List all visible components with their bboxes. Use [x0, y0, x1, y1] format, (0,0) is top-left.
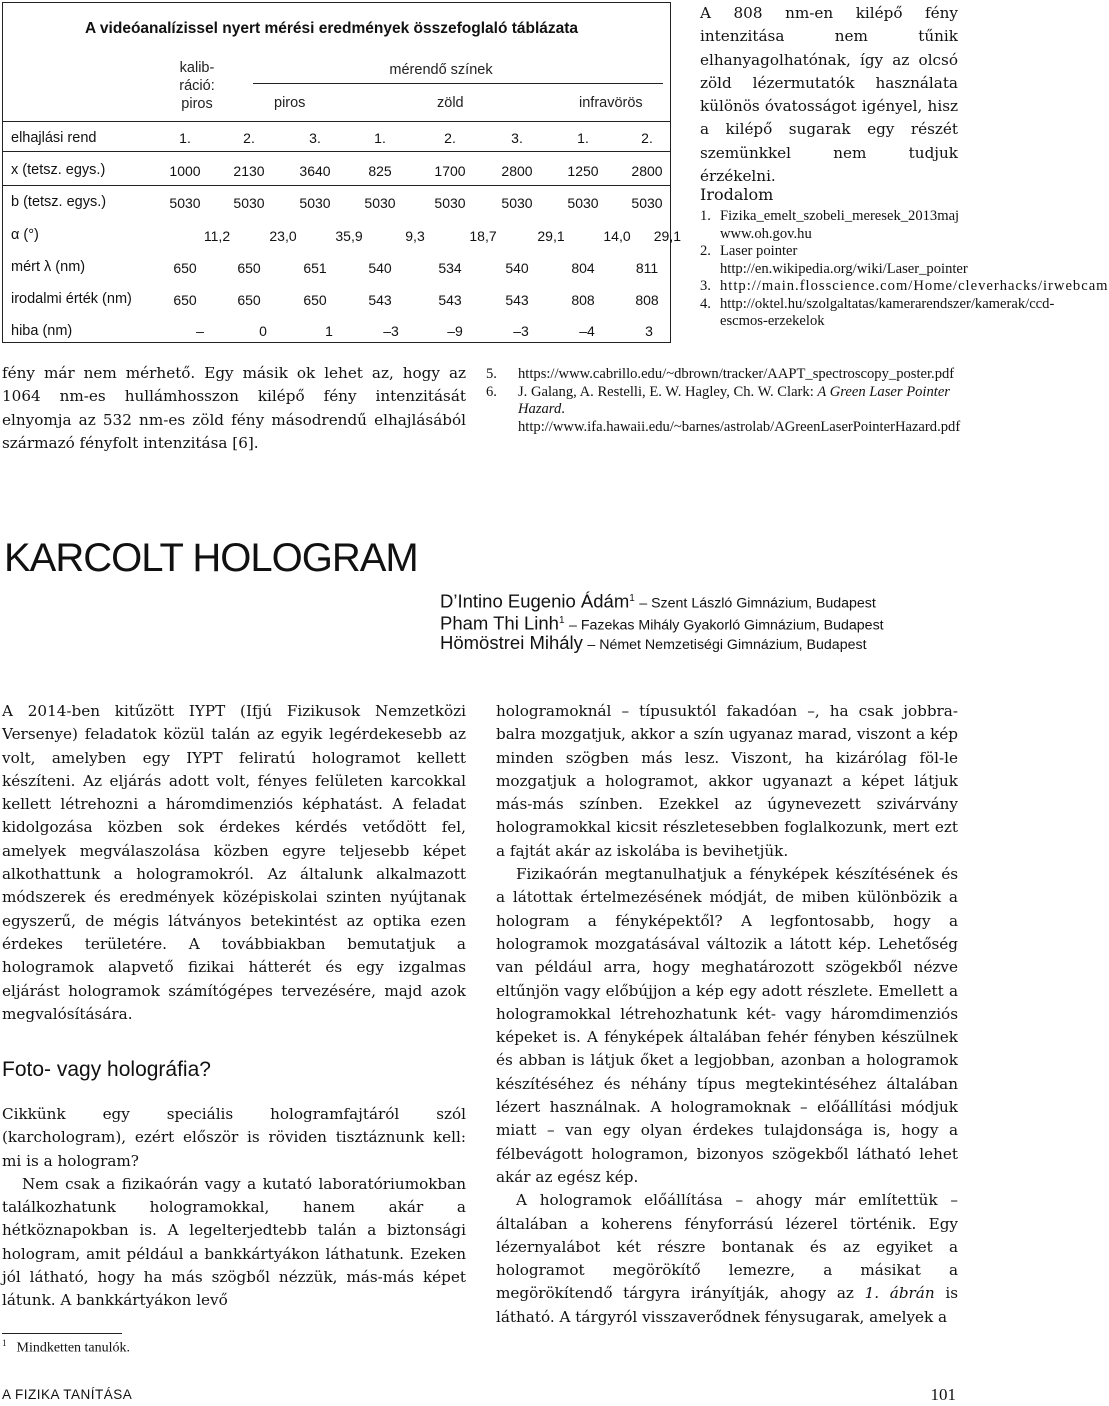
reference-link[interactable]: http://oktel.hu/szolgaltatas/kamerarendszer/kamerak/ccd-escmos-erzekelok: [720, 295, 1055, 329]
table-cell: 3.: [309, 130, 321, 146]
table-cell: 5030: [364, 195, 396, 211]
table-cell: 11,2: [203, 228, 231, 244]
table-cell: 5030: [567, 195, 599, 211]
reference-link[interactable]: Fizika_emelt_szobeli_meresek_2013maj www.oh.gov.hu: [720, 208, 960, 242]
author-list: [440, 588, 960, 654]
row-rule: [3, 151, 670, 152]
paragraph: A 2014-ben kitűzött IYPT (Ifjú Fizikusok Nemzetközi Versenye) feladatok közül talán az egyik legérdekesebb az volt, amelyben egy IYPT feliratú hologramot kellett készíteni. Az eljárás adott volt, fényes felületen karcokkal kellett létrehozni a háromdimenziós képhatást. A feladat kidolgozása közben sok érdekes kérdés vetődött fel, amelyek megválaszolása közben egyre teljesebb képet alkothattunk a hologramokról. Az általunk alkalmazott módszerek és eredmények középiskolai szinten nyújtanak egyszerű, de mégis látványos betekintést az optika ezen érdekes területére. A továbbiakban bemutatjuk a hologramok alapvető fizikai hátterét és egy izgalmas eljárást hologramok számítógépes tervezésére, majd azok megvalósítására.: [2, 702, 466, 1023]
table-cell: 5030: [631, 195, 663, 211]
header-red: piros: [274, 95, 306, 111]
row-label-error: hiba (nm): [11, 323, 73, 339]
author-school: Fazekas Mihály Gyakorló Gimnázium, Budapest: [580, 617, 884, 634]
table-cell: 23,0: [269, 228, 297, 244]
table-cell: 0: [259, 323, 267, 339]
row-label-literature: irodalmi érték (nm): [11, 291, 132, 307]
table-cell: 2.: [243, 130, 255, 146]
footnote: $^1$ Mindketten tanulók.: [2, 1338, 131, 1356]
reference-item: 5. https://www.cabrillo.edu/~dbrown/tracker/AAPT_spectroscopy_poster.pdf: [486, 366, 955, 382]
table-cell: 543: [505, 292, 529, 308]
row-label-b: b (tetsz. egys.): [11, 194, 107, 210]
section-heading: Foto- vagy holográfia?: [2, 1058, 211, 1081]
reference-item: 4. http://oktel.hu/szolgaltatas/kamerarendszer/kamerak/ccd-escmos-erzekelok: [700, 295, 1055, 329]
header-infrared: infravörös: [579, 95, 643, 111]
reference-link[interactable]: http://main.flosscience.com/Home/cleverhacks/irwebcam: [720, 278, 1109, 294]
references-title: Irodalom: [700, 185, 774, 204]
journal-name: A FIZIKA TANÍTÁSA: [2, 1387, 133, 1402]
calibration-header: kalib- ráció: piros: [179, 60, 215, 112]
measured-colors-header: mérendő színek: [389, 62, 493, 78]
article-column-right: [496, 700, 958, 1329]
table-cell: 5030: [233, 195, 265, 211]
table-cell: 543: [368, 292, 392, 308]
table-cell: 29,1: [537, 228, 565, 244]
row-label-measured-lambda: mért λ (nm): [11, 259, 86, 275]
table-cell: 14,0: [603, 228, 631, 244]
table-cell: 650: [237, 292, 261, 308]
table-cell: 35,9: [335, 228, 363, 244]
paragraph: Cikkünk egy speciális hologramfajtáról szól (karchologram), ezért először is röviden tisztáznunk kell: mi is a hologram?: [2, 1105, 466, 1170]
author-line: D’Intino Eugenio Ádám$^1$ – Szent László Gimnázium, Budapest: [440, 590, 876, 612]
author-line: Hömöstrei Mihály – Német Nemzetiségi Gimnázium, Budapest: [440, 632, 867, 653]
table-cell: 1700: [434, 163, 466, 179]
figure-reference: 1. ábrán: [864, 1284, 935, 1303]
table-cell: 29,1: [653, 228, 681, 244]
table-cell: –9: [447, 323, 463, 339]
author-name: Hömöstrei Mihály: [440, 632, 583, 653]
table-cell: 540: [505, 260, 529, 276]
author-school: Német Nemzetiségi Gimnázium, Budapest: [599, 637, 867, 653]
header-divider: [253, 83, 663, 84]
table-cell: 650: [173, 292, 197, 308]
continuation-paragraph: fény már nem mérhető. Egy másik ok lehet az, hogy az 1064 nm-es hullámhosszon kilépő fény intenzitását elnyomja az 532 nm-es zöld fény másodrendű elhajlásából származó fényfolt intenzitása [6].: [2, 364, 466, 452]
row-label-alpha: α (°): [11, 227, 39, 243]
table-cell: 2800: [631, 163, 663, 179]
reference-link[interactable]: https://www.cabrillo.edu/~dbrown/tracker/AAPT_spectroscopy_poster.pdf: [518, 366, 955, 382]
article-column-left: [2, 700, 466, 1026]
references-list: [700, 208, 1109, 331]
article-column-left-section: [2, 1103, 466, 1313]
paragraph: Fizikaórán megtanulhatjuk a fényképek készítésének és a látottak értelmezésének módját, de miben különbözik a hologram a fényképektől? A legfontosabb, hogy a hologramok mozgatásával változik a látott kép. Lehetőség van például arra, hogy meghatározott szögekből nézve eltűnjön vagy előbújjon a kép egy adott részlete. Emellett a hologramokkal létrehozhatunk két- vagy háromdimenziós képeket is. A fényképek általában fehér fényben készülnek és abban is látjuk őket a legjobban, azonban a hologramok készítéséhez és néhány típus megtekintéséhez általában lézert használnak. A hologramoknak – előállítási módjuk miatt – van egy olyan érdekes tulajdonsága is, hogy a félbevágott hologramon, bizonyos szögekből látható lehet akár az egész kép.: [496, 865, 958, 1186]
table-cell: 2.: [444, 130, 456, 146]
reference-item: 2. Laser pointer http://en.wikipedia.org/wiki/Laser_pointer: [700, 243, 968, 277]
table-cell: 651: [303, 260, 327, 276]
table-cell: 18,7: [469, 228, 497, 244]
reference-item: 6. J. Galang, A. Restelli, E. W. Hagley, Ch. W. Clark: A Green Laser Pointer Hazard. http://www.ifa.hawaii.edu/~barnes/astrolab/AGreenLaserPointerHazard.pdf: [486, 383, 961, 435]
table-cell: 1: [325, 323, 333, 339]
table-cell: 650: [237, 260, 261, 276]
table-cell: 825: [368, 163, 392, 179]
author-name: Pham Thi Linh: [440, 612, 559, 634]
table-cell: –3: [383, 323, 399, 339]
reference-link[interactable]: Laser pointer http://en.wikipedia.org/wiki/Laser_pointer: [720, 243, 968, 277]
table-cell: –: [196, 323, 204, 339]
row-label-order: elhajlási rend: [11, 130, 97, 146]
paragraph: hologramoknál – típusuktól fakadóan –, ha csak jobbra-balra mozgatjuk, akkor a szín ugyanaz marad, viszont a kép minden szögben más lesz. Viszont, ha kizárólag föl-le mozgatjuk a hologramot, akkor ugyanazt a képet látjuk más-más színben. Ezekkel az úgynevezett szivárvány hologramokkal kicsit részletesebben foglalkozunk, mert ezt a fajtát akár az iskolába is bevihetjük.: [496, 702, 958, 860]
table-cell: 1.: [577, 130, 589, 146]
row-label-x: x (tetsz. egys.): [11, 162, 106, 178]
table-cell: 3640: [299, 163, 331, 179]
table-cell: 650: [173, 260, 197, 276]
author-school: Szent László Gimnázium, Budapest: [651, 595, 876, 612]
table-cell: 1000: [169, 163, 201, 179]
results-table: [2, 2, 681, 343]
table-title: A videóanalízissel nyert mérési eredmények összefoglaló táblázata: [85, 20, 579, 37]
table-cell: 5030: [169, 195, 201, 211]
paragraph: Nem csak a fizikaórán vagy a kutató laboratóriumokban találkozhatunk hologramokkal, hanem akár a hétköznapokban is. A legelterjedtebb talán a biztonsági hologram, amit például a bankkártyákon láthatunk. Ezeken jól látható, hogy ha más szögből nézzük, más-más képet látunk. A bankkártyákon levő: [2, 1174, 466, 1310]
reference-item: 3. http://main.flosscience.com/Home/cleverhacks/irwebcam: [700, 278, 1109, 294]
table-cell: 804: [571, 260, 595, 276]
reference-item: 1. Fizika_emelt_szobeli_meresek_2013maj www.oh.gov.hu: [700, 208, 960, 242]
table-cell: 3: [645, 323, 653, 339]
table-cell: 5030: [501, 195, 533, 211]
table-cell: 808: [571, 292, 595, 308]
reference-link[interactable]: . http://www.ifa.hawaii.edu/~barnes/astrolab/AGreenLaserPointerHazard.pdf: [518, 401, 961, 435]
header-green: zöld: [437, 95, 464, 111]
table-cell: 1250: [567, 163, 599, 179]
table-cell: 811: [635, 260, 659, 276]
table-cell: 540: [368, 260, 392, 276]
row-rule: [3, 185, 670, 186]
table-cell: 543: [438, 292, 462, 308]
paragraph: A hologramok előállítása – ahogy már említettük – általában a koherens fényforrású lézerel történik. Egy lézernyalábot két részre bontanak és az egyiket a hologramot megörökítő lemezre, a másikat a megörökítendő tárgyra irányítják, ahogy az 1. ábrán is látható. A tárgyról visszaverődnek fénysugarak, amelyek a: [496, 1191, 958, 1326]
table-cell: 808: [635, 292, 659, 308]
table-cell: 1.: [374, 130, 386, 146]
table-header-rule: [3, 121, 670, 122]
table-cell: 9,3: [405, 228, 425, 244]
references-list-wide: [486, 366, 961, 436]
table-cell: 650: [303, 292, 327, 308]
table-cell: 2130: [233, 163, 265, 179]
author-line: Pham Thi Linh$^1$ – Fazekas Mihály Gyakorló Gimnázium, Budapest: [440, 612, 884, 634]
footnote-rule: [2, 1333, 122, 1334]
right-column-text: A 808 nm-en kilépő fény intenzitása nem tűnik elhanyagolhatónak, így az olcsó zöld lézermutatók használata különös óvatosságot igényel, hisz a kilépő sugarak egy részét szemünkkel nem tudjuk érzékelni.: [700, 4, 958, 186]
article-title: KARCOLT HOLOGRAM: [4, 536, 418, 580]
table-cell: –3: [513, 323, 529, 339]
table-cell: 3.: [511, 130, 523, 146]
table-cell: 5030: [299, 195, 331, 211]
table-cell: 2.: [641, 130, 653, 146]
table-cell: 534: [438, 260, 462, 276]
table-cell: –4: [579, 323, 595, 339]
table-cell: 2800: [501, 163, 533, 179]
author-name: D’Intino Eugenio Ádám: [440, 590, 630, 612]
table-cell: 5030: [434, 195, 466, 211]
table-cell: 1.: [179, 130, 191, 146]
page-number: 101: [930, 1385, 956, 1404]
